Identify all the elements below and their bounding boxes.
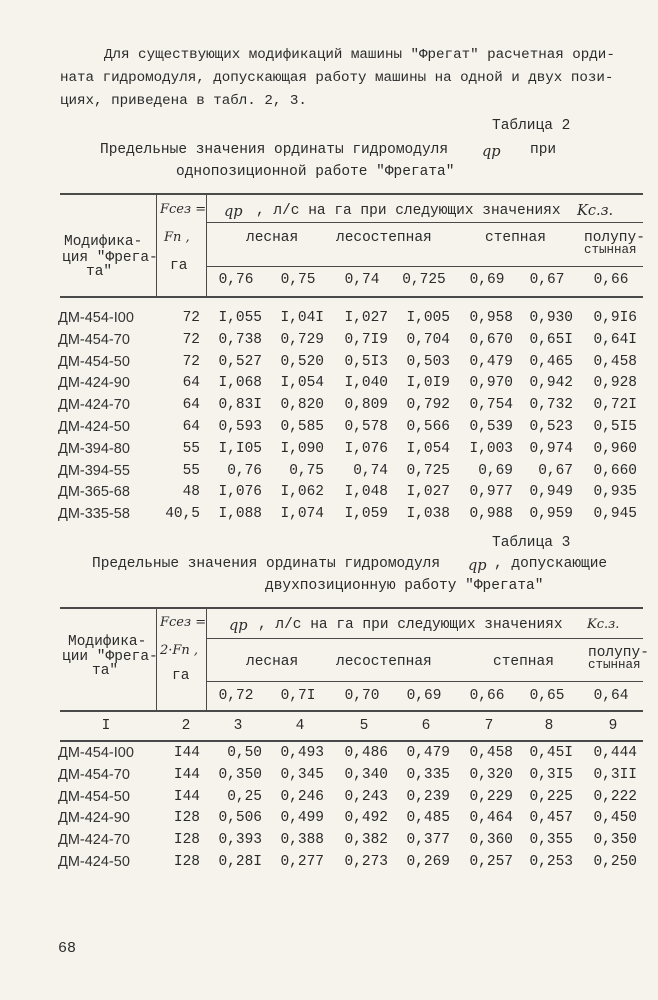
table2-caption-symbol: qр bbox=[482, 144, 501, 160]
value-cell: 0,225 bbox=[529, 788, 573, 805]
value-cell: 0,350 bbox=[593, 832, 637, 849]
table3-colnum-2: 2 bbox=[181, 718, 191, 734]
value-cell: 0,974 bbox=[529, 440, 573, 457]
value-cell: 0,393 bbox=[218, 832, 262, 849]
value-cell: 0,988 bbox=[469, 506, 513, 523]
value-cell: 0,243 bbox=[344, 788, 388, 805]
value-cell: 0,320 bbox=[469, 766, 513, 783]
value-cell: 0,670 bbox=[469, 331, 513, 348]
table2-col2-top: Fсез = bbox=[160, 202, 207, 217]
value-cell: 0,382 bbox=[344, 832, 388, 849]
table2-top-rule bbox=[60, 193, 643, 195]
value-cell: I,005 bbox=[406, 310, 450, 326]
value-cell: I,027 bbox=[344, 310, 388, 326]
model-name: ДМ-424-90 bbox=[58, 810, 130, 827]
table2-kval-7: 0,66 bbox=[593, 272, 629, 288]
value-cell: I,055 bbox=[218, 310, 262, 326]
model-name: ДМ-454-70 bbox=[58, 766, 130, 783]
table3-col2-mid: 2·Fп , bbox=[160, 643, 199, 658]
value-cell: I,088 bbox=[218, 506, 262, 523]
table3-group-polupustynnaya-1: полупу- bbox=[588, 645, 649, 661]
area-value: 72 bbox=[182, 310, 200, 326]
value-cell: I,074 bbox=[280, 506, 324, 523]
value-cell: 0,458 bbox=[593, 353, 637, 370]
table3-span-k: Kс.з. bbox=[587, 617, 620, 632]
value-cell: 0,493 bbox=[280, 745, 324, 761]
table3-group-polupustynnaya-2: стынная bbox=[588, 658, 641, 672]
area-value: 40,5 bbox=[165, 506, 200, 523]
table2-col1-line2: ция "Фрега- bbox=[62, 250, 158, 266]
value-cell: 0,222 bbox=[593, 788, 637, 805]
table3-col1-line3: та" bbox=[92, 663, 119, 679]
value-cell: 0,257 bbox=[469, 854, 513, 870]
area-value: 55 bbox=[182, 440, 200, 457]
value-cell: I,054 bbox=[280, 375, 324, 392]
model-name: ДМ-424-50 bbox=[58, 854, 130, 870]
value-cell: I,038 bbox=[406, 506, 450, 523]
table2-kval-5: 0,69 bbox=[469, 272, 505, 288]
value-cell: I,059 bbox=[344, 506, 388, 523]
model-name: ДМ-454-I00 bbox=[58, 745, 134, 761]
table2-col2-unit: га bbox=[170, 258, 188, 274]
value-cell: 0,458 bbox=[469, 745, 513, 761]
value-cell: 0,444 bbox=[593, 745, 637, 761]
page-number: 68 bbox=[58, 940, 77, 957]
model-name: ДМ-454-50 bbox=[58, 788, 130, 805]
area-value: I28 bbox=[173, 854, 200, 870]
table2-col2-mid: Fп , bbox=[164, 230, 190, 245]
value-cell: 0,958 bbox=[469, 310, 513, 326]
table2-kval-2: 0,75 bbox=[280, 272, 316, 288]
table3-kval-2: 0,7I bbox=[280, 688, 316, 704]
value-cell: 0,725 bbox=[406, 462, 450, 479]
value-cell: 0,809 bbox=[344, 397, 388, 414]
value-cell: 0,250 bbox=[593, 854, 637, 870]
model-name: ДМ-394-80 bbox=[58, 440, 130, 457]
model-name: ДМ-454-70 bbox=[58, 331, 130, 348]
table2-span-symbol: qр bbox=[224, 204, 243, 220]
value-cell: I,076 bbox=[218, 484, 262, 501]
table3-group-lesostepnaya: лесостепная bbox=[336, 654, 432, 670]
value-cell: 0,450 bbox=[593, 810, 637, 827]
table2-group-lesostepnaya: лесостепная bbox=[336, 230, 432, 246]
value-cell: 0,246 bbox=[280, 788, 324, 805]
value-cell: 0,465 bbox=[529, 353, 573, 370]
value-cell: 0,949 bbox=[529, 484, 573, 501]
value-cell: 0,360 bbox=[469, 832, 513, 849]
table2-caption-line2: однопозиционной работе "Фрегата" bbox=[176, 164, 455, 180]
value-cell: I,04I bbox=[280, 310, 324, 326]
value-cell: 0,457 bbox=[529, 810, 573, 827]
table3-colnum-5: 5 bbox=[359, 718, 369, 734]
value-cell: I,027 bbox=[406, 484, 450, 501]
value-cell: 0,506 bbox=[218, 810, 262, 827]
table2-span-rule bbox=[207, 222, 643, 223]
table2-caption-b: при bbox=[530, 142, 557, 158]
value-cell: 0,5I5 bbox=[593, 419, 637, 435]
value-cell: I,090 bbox=[280, 440, 324, 457]
value-cell: 0,499 bbox=[280, 810, 324, 827]
table3-label: Таблица 3 bbox=[492, 535, 571, 551]
value-cell: I,048 bbox=[344, 484, 388, 501]
value-cell: 0,229 bbox=[469, 788, 513, 805]
value-cell: 0,539 bbox=[469, 419, 513, 435]
model-name: ДМ-335-58 bbox=[58, 506, 130, 523]
table3-col2-top: Fсез = bbox=[160, 615, 207, 630]
table2-group-stepnaya: степная bbox=[485, 230, 546, 246]
value-cell: I,076 bbox=[344, 440, 388, 457]
value-cell: 0,340 bbox=[344, 766, 388, 783]
table3-span-symbol: qр bbox=[229, 618, 248, 634]
model-name: ДМ-424-70 bbox=[58, 397, 130, 414]
table3-caption-b: , допускающие bbox=[494, 556, 608, 572]
value-cell: 0,69 bbox=[478, 462, 513, 479]
value-cell: 0,527 bbox=[218, 353, 262, 370]
value-cell: 0,485 bbox=[406, 810, 450, 827]
table3-col2-unit: га bbox=[172, 668, 190, 684]
value-cell: 0,50 bbox=[227, 745, 262, 761]
table2-kval-3: 0,74 bbox=[344, 272, 380, 288]
value-cell: 0,928 bbox=[593, 375, 637, 392]
value-cell: 0,9I6 bbox=[593, 310, 637, 326]
value-cell: 0,970 bbox=[469, 375, 513, 392]
value-cell: 0,83I bbox=[218, 397, 262, 414]
value-cell: 0,3II bbox=[593, 766, 637, 783]
model-name: ДМ-394-55 bbox=[58, 462, 130, 479]
value-cell: 0,754 bbox=[469, 397, 513, 414]
model-name: ДМ-424-70 bbox=[58, 832, 130, 849]
table2-kval-6: 0,67 bbox=[529, 272, 565, 288]
value-cell: 0,72I bbox=[593, 397, 637, 414]
value-cell: I,003 bbox=[469, 440, 513, 457]
value-cell: 0,335 bbox=[406, 766, 450, 783]
table2-col1-line3: та" bbox=[86, 264, 113, 280]
table2-group-lesnaya: лесная bbox=[246, 230, 299, 246]
value-cell: 0,959 bbox=[529, 506, 573, 523]
table3-caption-symbol: qр bbox=[468, 558, 487, 574]
value-cell: I,068 bbox=[218, 375, 262, 392]
value-cell: 0,388 bbox=[280, 832, 324, 849]
value-cell: 0,25 bbox=[227, 788, 262, 805]
table2-col1-line1: Модифика- bbox=[64, 234, 143, 250]
table3-colnum-6: 6 bbox=[421, 718, 431, 734]
value-cell: 0,520 bbox=[280, 353, 324, 370]
intro-line-2: ната гидромодуля, допускающая работу машины на одной и двух пози- bbox=[60, 70, 614, 86]
value-cell: 0,935 bbox=[593, 484, 637, 501]
table3-vline-2 bbox=[206, 609, 207, 711]
table2-span-text: , л/с на га при следующих значениях bbox=[256, 203, 561, 219]
table2-kval-1: 0,76 bbox=[218, 272, 254, 288]
value-cell: 0,45I bbox=[529, 745, 573, 761]
table2-group-polupustynnaya-2: стынная bbox=[584, 243, 637, 257]
value-cell: 0,74 bbox=[353, 462, 388, 479]
value-cell: 0,377 bbox=[406, 832, 450, 849]
area-value: I44 bbox=[173, 788, 200, 805]
value-cell: 0,945 bbox=[593, 506, 637, 523]
value-cell: 0,479 bbox=[406, 745, 450, 761]
value-cell: I,040 bbox=[344, 375, 388, 392]
area-value: 64 bbox=[182, 375, 200, 392]
value-cell: 0,578 bbox=[344, 419, 388, 435]
value-cell: 0,479 bbox=[469, 353, 513, 370]
value-cell: I,054 bbox=[406, 440, 450, 457]
table3-colnum-1: I bbox=[101, 718, 111, 734]
table2-vline-2 bbox=[206, 195, 207, 297]
value-cell: 0,486 bbox=[344, 745, 388, 761]
intro-line-3: циях, приведена в табл. 2, 3. bbox=[60, 93, 307, 109]
area-value: 72 bbox=[182, 353, 200, 370]
value-cell: 0,277 bbox=[280, 854, 324, 870]
value-cell: 0,355 bbox=[529, 832, 573, 849]
value-cell: 0,660 bbox=[593, 462, 637, 479]
value-cell: 0,492 bbox=[344, 810, 388, 827]
value-cell: 0,523 bbox=[529, 419, 573, 435]
area-value: 48 bbox=[182, 484, 200, 501]
value-cell: 0,75 bbox=[289, 462, 324, 479]
table3-kvals-rule bbox=[207, 681, 643, 682]
table3-group-lesnaya: лесная bbox=[246, 654, 299, 670]
table2-group-polupustynnaya-1: полупу- bbox=[584, 230, 645, 246]
value-cell: 0,464 bbox=[469, 810, 513, 827]
value-cell: 0,960 bbox=[593, 440, 637, 457]
table2-kval-4: 0,725 bbox=[402, 272, 446, 288]
value-cell: 0,738 bbox=[218, 331, 262, 348]
value-cell: 0,3I5 bbox=[529, 766, 573, 783]
model-name: ДМ-424-50 bbox=[58, 419, 130, 435]
table3-kval-4: 0,69 bbox=[406, 688, 442, 704]
value-cell: 0,28I bbox=[218, 854, 262, 870]
table3-colnum-3: 3 bbox=[233, 718, 243, 734]
area-value: I44 bbox=[173, 766, 200, 783]
table3-colnum-4: 4 bbox=[295, 718, 305, 734]
value-cell: 0,729 bbox=[280, 331, 324, 348]
value-cell: 0,930 bbox=[529, 310, 573, 326]
value-cell: 0,566 bbox=[406, 419, 450, 435]
table3-span-rule bbox=[207, 638, 643, 639]
area-value: 72 bbox=[182, 331, 200, 348]
area-value: 64 bbox=[182, 419, 200, 435]
table3-head-bottom-rule bbox=[60, 710, 643, 712]
value-cell: 0,64I bbox=[593, 331, 637, 348]
value-cell: 0,273 bbox=[344, 854, 388, 870]
value-cell: 0,977 bbox=[469, 484, 513, 501]
value-cell: 0,269 bbox=[406, 854, 450, 870]
table2-head-bottom-rule bbox=[60, 296, 643, 298]
value-cell: 0,253 bbox=[529, 854, 573, 870]
value-cell: 0,67 bbox=[538, 462, 573, 479]
table3-top-rule bbox=[60, 607, 643, 609]
value-cell: 0,503 bbox=[406, 353, 450, 370]
value-cell: 0,65I bbox=[529, 331, 573, 348]
area-value: I28 bbox=[173, 832, 200, 849]
table3-span-text: , л/с на га при следующих значениях bbox=[258, 617, 563, 633]
value-cell: 0,350 bbox=[218, 766, 262, 783]
table3-col1-line1: Модифика- bbox=[68, 634, 147, 650]
intro-line-1: Для существующих модификаций машины "Фрегат" расчетная орди- bbox=[104, 47, 615, 63]
table3-colnums-rule bbox=[60, 740, 643, 742]
model-name: ДМ-454-I00 bbox=[58, 310, 134, 326]
table3-caption-line2: двухпозиционную работу "Фрегата" bbox=[265, 578, 544, 594]
table2-label: Таблица 2 bbox=[492, 118, 571, 134]
table3-group-stepnaya: степная bbox=[493, 654, 554, 670]
area-value: 55 bbox=[182, 462, 200, 479]
table3-kval-5: 0,66 bbox=[469, 688, 505, 704]
value-cell: 0,704 bbox=[406, 331, 450, 348]
value-cell: 0,239 bbox=[406, 788, 450, 805]
table3-kval-7: 0,64 bbox=[593, 688, 629, 704]
table3-kval-1: 0,72 bbox=[218, 688, 254, 704]
table3-colnum-8: 8 bbox=[544, 718, 554, 734]
model-name: ДМ-454-50 bbox=[58, 353, 130, 370]
value-cell: I,062 bbox=[280, 484, 324, 501]
model-name: ДМ-365-68 bbox=[58, 484, 130, 501]
value-cell: 0,585 bbox=[280, 419, 324, 435]
value-cell: 0,7I9 bbox=[344, 331, 388, 348]
value-cell: 0,76 bbox=[227, 462, 262, 479]
value-cell: 0,345 bbox=[280, 766, 324, 783]
table3-kval-3: 0,70 bbox=[344, 688, 380, 704]
model-name: ДМ-424-90 bbox=[58, 375, 130, 392]
table2-caption-a: Предельные значения ординаты гидромодуля bbox=[100, 142, 449, 158]
area-value: I44 bbox=[173, 745, 200, 761]
value-cell: 0,820 bbox=[280, 397, 324, 414]
table3-caption-a: Предельные значения ординаты гидромодуля bbox=[92, 556, 441, 572]
table3-colnum-7: 7 bbox=[484, 718, 494, 734]
table2-vline-1 bbox=[156, 195, 157, 297]
value-cell: 0,593 bbox=[218, 419, 262, 435]
table3-kval-6: 0,65 bbox=[529, 688, 565, 704]
table3-col1-line2: ции "Фрега- bbox=[62, 649, 158, 665]
area-value: I28 bbox=[173, 810, 200, 827]
value-cell: 0,942 bbox=[529, 375, 573, 392]
value-cell: 0,5I3 bbox=[344, 353, 388, 370]
value-cell: I,I05 bbox=[218, 440, 262, 457]
value-cell: 0,792 bbox=[406, 397, 450, 414]
table2-span-k: Kс.з. bbox=[577, 203, 614, 219]
table3-colnum-9: 9 bbox=[608, 718, 618, 734]
value-cell: 0,732 bbox=[529, 397, 573, 414]
value-cell: I,0I9 bbox=[406, 375, 450, 392]
table2-kvals-rule bbox=[207, 266, 643, 267]
area-value: 64 bbox=[182, 397, 200, 414]
